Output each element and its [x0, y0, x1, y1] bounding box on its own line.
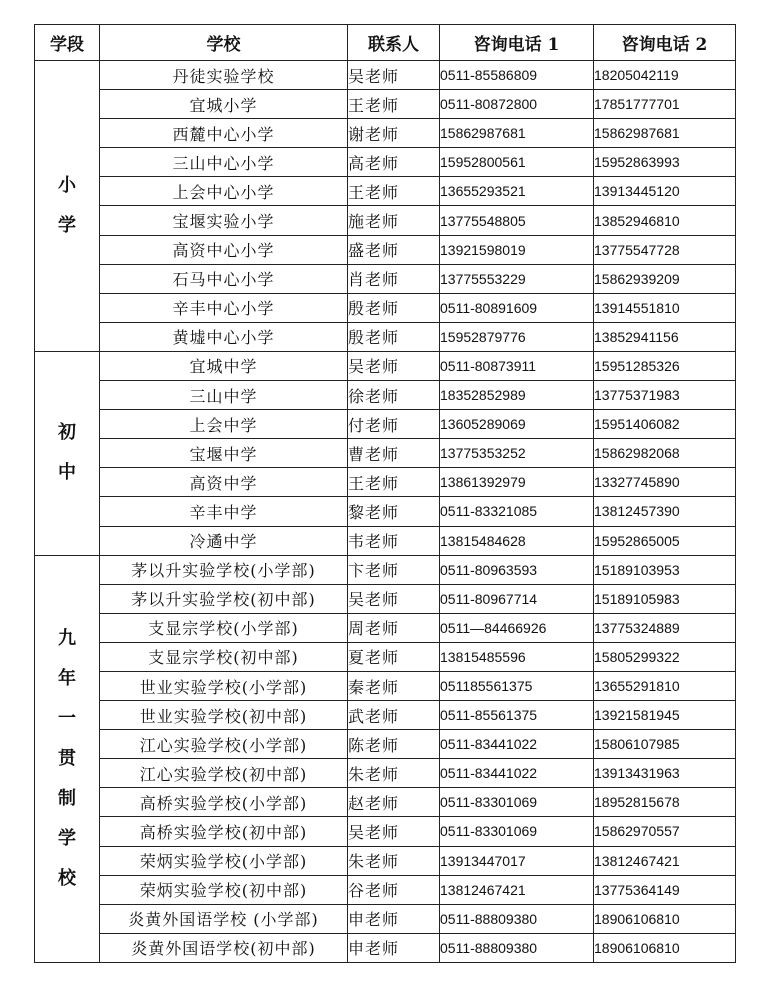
table-row — [35, 468, 736, 497]
school-name-cell: 冷遹中学 — [100, 526, 348, 555]
table-row — [35, 555, 736, 584]
school-name-cell: 高桥实验学校(小学部) — [100, 788, 348, 817]
table-row — [35, 119, 736, 148]
stage-cell — [35, 61, 100, 352]
school-name-cell: 黄墟中心小学 — [100, 322, 348, 351]
table-row — [35, 904, 736, 933]
phone-2-cell: 15189105983 — [594, 584, 736, 613]
phone-1-cell: 0511-85561375 — [440, 701, 594, 730]
phone-1-cell: 0511-88809380 — [440, 933, 594, 962]
table-row — [35, 846, 736, 875]
phone-1-cell: 13812467421 — [440, 875, 594, 904]
contact-person-cell: 王老师 — [348, 468, 440, 497]
contact-person-cell: 施老师 — [348, 206, 440, 235]
phone-1-cell: 0511-80891609 — [440, 293, 594, 322]
table-row — [35, 61, 736, 90]
phone-1-cell: 15862987681 — [440, 119, 594, 148]
school-contact-table — [34, 24, 736, 963]
phone-1-cell: 0511—84466926 — [440, 613, 594, 642]
school-name-cell: 宜城中学 — [100, 351, 348, 380]
contact-person-cell: 陈老师 — [348, 730, 440, 759]
school-name-cell: 宝堰实验小学 — [100, 206, 348, 235]
header-stage: 学段 — [35, 25, 100, 61]
stage-label: 九年一贯制学校 — [58, 627, 76, 889]
stage-label: 小学 — [58, 174, 76, 236]
table-row — [35, 730, 736, 759]
phone-2-cell: 13812457390 — [594, 497, 736, 526]
school-name-cell: 三山中学 — [100, 381, 348, 410]
contact-person-cell: 吴老师 — [348, 61, 440, 90]
phone-2-cell: 15862982068 — [594, 439, 736, 468]
contact-person-cell: 吴老师 — [348, 817, 440, 846]
phone-2-cell: 18906106810 — [594, 904, 736, 933]
phone-2-cell: 13655291810 — [594, 671, 736, 700]
phone-1-cell: 0511-83321085 — [440, 497, 594, 526]
contact-person-cell: 卞老师 — [348, 555, 440, 584]
school-name-cell: 宜城小学 — [100, 90, 348, 119]
phone-1-cell: 0511-83441022 — [440, 730, 594, 759]
table-row — [35, 759, 736, 788]
header-phone-1: 咨询电话 1 — [440, 25, 594, 61]
table-row — [35, 439, 736, 468]
table-row — [35, 642, 736, 671]
table-row — [35, 410, 736, 439]
contact-person-cell: 殷老师 — [348, 322, 440, 351]
table-row — [35, 235, 736, 264]
school-name-cell: 荣炳实验学校(小学部) — [100, 846, 348, 875]
contact-person-cell: 谢老师 — [348, 119, 440, 148]
phone-2-cell: 15951285326 — [594, 351, 736, 380]
table-row — [35, 206, 736, 235]
phone-2-cell: 13852946810 — [594, 206, 736, 235]
table-row — [35, 351, 736, 380]
table-row — [35, 613, 736, 642]
contact-person-cell: 秦老师 — [348, 671, 440, 700]
school-name-cell: 世业实验学校(初中部) — [100, 701, 348, 730]
phone-1-cell: 0511-88809380 — [440, 904, 594, 933]
contact-person-cell: 曹老师 — [348, 439, 440, 468]
header-school: 学校 — [100, 25, 348, 61]
school-name-cell: 茅以升实验学校(初中部) — [100, 584, 348, 613]
contact-person-cell: 付老师 — [348, 410, 440, 439]
phone-2-cell: 13852941156 — [594, 322, 736, 351]
school-name-cell: 上会中心小学 — [100, 177, 348, 206]
table-body — [35, 61, 736, 963]
phone-1-cell: 18352852989 — [440, 381, 594, 410]
phone-1-cell: 051185561375 — [440, 671, 594, 700]
phone-2-cell: 15951406082 — [594, 410, 736, 439]
phone-2-cell: 15805299322 — [594, 642, 736, 671]
contact-person-cell: 朱老师 — [348, 846, 440, 875]
phone-1-cell: 13605289069 — [440, 410, 594, 439]
contact-person-cell: 武老师 — [348, 701, 440, 730]
table-row — [35, 293, 736, 322]
school-name-cell: 高资中心小学 — [100, 235, 348, 264]
header-contact: 联系人 — [348, 25, 440, 61]
school-name-cell: 江心实验学校(小学部) — [100, 730, 348, 759]
school-name-cell: 炎黄外国语学校 (小学部) — [100, 904, 348, 933]
phone-1-cell: 15952879776 — [440, 322, 594, 351]
stage-label: 初中 — [58, 422, 76, 484]
school-name-cell: 西麓中心小学 — [100, 119, 348, 148]
school-name-cell: 支显宗学校(小学部) — [100, 613, 348, 642]
phone-2-cell: 13775324889 — [594, 613, 736, 642]
school-name-cell: 辛丰中心小学 — [100, 293, 348, 322]
header-phone-2: 咨询电话 2 — [594, 25, 736, 61]
contact-person-cell: 谷老师 — [348, 875, 440, 904]
table-row — [35, 701, 736, 730]
school-name-cell: 支显宗学校(初中部) — [100, 642, 348, 671]
phone-1-cell: 13775548805 — [440, 206, 594, 235]
table-row — [35, 671, 736, 700]
phone-1-cell: 0511-83441022 — [440, 759, 594, 788]
contact-person-cell: 朱老师 — [348, 759, 440, 788]
table-row — [35, 148, 736, 177]
table-row — [35, 584, 736, 613]
contact-person-cell: 高老师 — [348, 148, 440, 177]
phone-2-cell: 15862987681 — [594, 119, 736, 148]
contact-person-cell: 徐老师 — [348, 381, 440, 410]
phone-1-cell: 15952800561 — [440, 148, 594, 177]
stage-cell — [35, 555, 100, 962]
phone-2-cell: 15952865005 — [594, 526, 736, 555]
phone-2-cell: 18952815678 — [594, 788, 736, 817]
school-name-cell: 上会中学 — [100, 410, 348, 439]
contact-person-cell: 黎老师 — [348, 497, 440, 526]
contact-person-cell: 肖老师 — [348, 264, 440, 293]
school-name-cell: 世业实验学校(小学部) — [100, 671, 348, 700]
table-row — [35, 177, 736, 206]
phone-1-cell: 0511-83301069 — [440, 817, 594, 846]
table-header — [35, 25, 736, 61]
school-name-cell: 茅以升实验学校(小学部) — [100, 555, 348, 584]
phone-2-cell: 13775547728 — [594, 235, 736, 264]
header-row — [35, 25, 736, 61]
contact-person-cell: 赵老师 — [348, 788, 440, 817]
phone-1-cell: 13775353252 — [440, 439, 594, 468]
school-name-cell: 丹徒实验学校 — [100, 61, 348, 90]
phone-2-cell: 13913431963 — [594, 759, 736, 788]
phone-1-cell: 0511-80963593 — [440, 555, 594, 584]
contact-person-cell: 盛老师 — [348, 235, 440, 264]
phone-2-cell: 13812467421 — [594, 846, 736, 875]
phone-1-cell: 0511-83301069 — [440, 788, 594, 817]
contact-person-cell: 吴老师 — [348, 351, 440, 380]
contact-person-cell: 申老师 — [348, 933, 440, 962]
contact-person-cell: 韦老师 — [348, 526, 440, 555]
phone-1-cell: 13913447017 — [440, 846, 594, 875]
contact-person-cell: 吴老师 — [348, 584, 440, 613]
contact-person-cell: 申老师 — [348, 904, 440, 933]
school-name-cell: 三山中心小学 — [100, 148, 348, 177]
phone-2-cell: 18906106810 — [594, 933, 736, 962]
phone-1-cell: 13861392979 — [440, 468, 594, 497]
phone-2-cell: 13914551810 — [594, 293, 736, 322]
phone-2-cell: 17851777701 — [594, 90, 736, 119]
contact-person-cell: 夏老师 — [348, 642, 440, 671]
phone-1-cell: 13655293521 — [440, 177, 594, 206]
table-row — [35, 788, 736, 817]
contact-person-cell: 周老师 — [348, 613, 440, 642]
contact-person-cell: 王老师 — [348, 90, 440, 119]
phone-1-cell: 13921598019 — [440, 235, 594, 264]
contact-person-cell: 殷老师 — [348, 293, 440, 322]
phone-2-cell: 13327745890 — [594, 468, 736, 497]
phone-2-cell: 15862970557 — [594, 817, 736, 846]
table-row — [35, 381, 736, 410]
table-row — [35, 526, 736, 555]
table-row — [35, 875, 736, 904]
table-row — [35, 497, 736, 526]
table-row — [35, 817, 736, 846]
stage-cell — [35, 351, 100, 555]
school-name-cell: 炎黄外国语学校(初中部) — [100, 933, 348, 962]
contact-person-cell: 王老师 — [348, 177, 440, 206]
phone-2-cell: 13775371983 — [594, 381, 736, 410]
phone-1-cell: 13815485596 — [440, 642, 594, 671]
table-row — [35, 322, 736, 351]
school-name-cell: 荣炳实验学校(初中部) — [100, 875, 348, 904]
phone-2-cell: 15952863993 — [594, 148, 736, 177]
phone-1-cell: 13815484628 — [440, 526, 594, 555]
phone-2-cell: 13921581945 — [594, 701, 736, 730]
phone-2-cell: 15189103953 — [594, 555, 736, 584]
school-name-cell: 江心实验学校(初中部) — [100, 759, 348, 788]
phone-2-cell: 15806107985 — [594, 730, 736, 759]
phone-2-cell: 13913445120 — [594, 177, 736, 206]
phone-1-cell: 0511-80873911 — [440, 351, 594, 380]
phone-2-cell: 15862939209 — [594, 264, 736, 293]
table-row — [35, 933, 736, 962]
school-name-cell: 石马中心小学 — [100, 264, 348, 293]
school-name-cell: 辛丰中学 — [100, 497, 348, 526]
table-row — [35, 90, 736, 119]
phone-2-cell: 13775364149 — [594, 875, 736, 904]
phone-1-cell: 0511-85586809 — [440, 61, 594, 90]
table-row — [35, 264, 736, 293]
school-name-cell: 高桥实验学校(初中部) — [100, 817, 348, 846]
school-name-cell: 高资中学 — [100, 468, 348, 497]
phone-2-cell: 18205042119 — [594, 61, 736, 90]
phone-1-cell: 0511-80967714 — [440, 584, 594, 613]
phone-1-cell: 13775553229 — [440, 264, 594, 293]
school-name-cell: 宝堰中学 — [100, 439, 348, 468]
phone-1-cell: 0511-80872800 — [440, 90, 594, 119]
